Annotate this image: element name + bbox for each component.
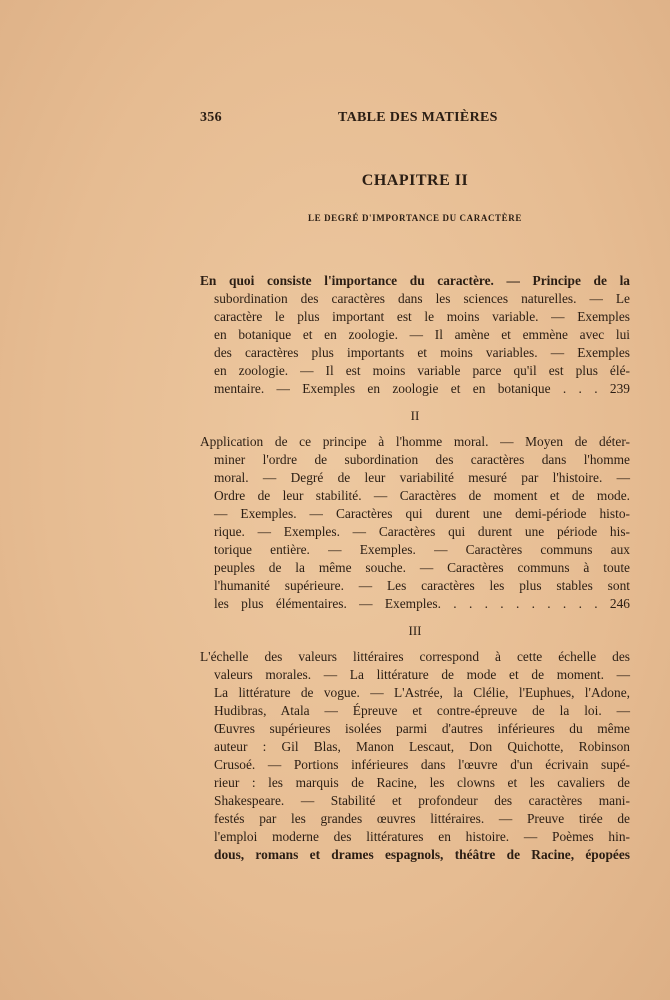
summary-line: rique. — Exemples. — Caractères qui durent une période his-	[214, 524, 630, 539]
section-number: II	[410, 408, 420, 423]
summary-line: Ordre de leur stabilité. — Caractères de moment et de mode.	[214, 488, 630, 503]
summary-line: caractère le plus important est le moins variable. — Exemples	[214, 309, 630, 324]
section-1	[200, 272, 630, 398]
section-2	[200, 408, 630, 613]
summary-line: l'emploi moderne des littératures en histoire. — Poèmes hin-	[214, 829, 630, 844]
summary-line: valeurs morales. — La littérature de mode et de moment. —	[214, 667, 630, 682]
running-head	[200, 110, 630, 130]
summary-line: en botanique et en zoologie. — Il amène et emmène avec lui	[214, 327, 630, 342]
summary-line: — Exemples. — Caractères qui durent une demi-période histo-	[214, 506, 630, 521]
table-of-contents-body	[200, 272, 630, 864]
summary-line: torique entière. — Exemples. — Caractères communs aux	[214, 542, 630, 557]
summary-line: Hudibras, Atala — Épreuve et contre-épreuve de la loi. —	[214, 703, 630, 718]
chapter-subtitle: LE DEGRÉ D'IMPORTANCE DU CARACTÈRE	[308, 213, 522, 223]
summary-line: En quoi consiste l'importance du caractère. — Principe de la	[200, 273, 630, 288]
summary-line: subordination des caractères dans les sciences naturelles. — Le	[214, 291, 630, 306]
page-number: 356	[200, 110, 222, 125]
summary-line: peuples de la même souche. — Caractères communs à toute	[214, 560, 630, 575]
summary-line: Crusoé. — Portions inférieures dans l'œuvre d'un écrivain supé-	[214, 757, 630, 772]
summary-line: les plus élémentaires. — Exemples. . . . . . . . . . . 246	[214, 596, 630, 611]
section-3-summary	[200, 648, 630, 864]
summary-line: des caractères plus importants et moins variables. — Exemples	[214, 345, 630, 360]
summary-line: miner l'ordre de subordination des caractères dans l'homme	[214, 452, 630, 467]
summary-line: Application de ce principe à l'homme moral. — Moyen de déter-	[200, 434, 630, 449]
summary-line: mentaire. — Exemples en zoologie et en botanique . . . 239	[214, 381, 630, 396]
section-2-summary	[200, 433, 630, 613]
summary-line: Œuvres supérieures isolées parmi d'autres inférieures du même	[214, 721, 630, 736]
summary-line: dous, romans et drames espagnols, théâtre de Racine, épopées	[214, 847, 630, 862]
summary-line: auteur : Gil Blas, Manon Lescaut, Don Quichotte, Robinson	[214, 739, 630, 754]
summary-line: L'échelle des valeurs littéraires correspond à cette échelle des	[200, 649, 630, 664]
summary-line: rieur : les marquis de Racine, les clowns et les cavaliers de	[214, 775, 630, 790]
summary-line: Shakespeare. — Stabilité et profondeur des caractères mani-	[214, 793, 630, 808]
summary-line: en zoologie. — Il est moins variable parce qu'il est plus élé-	[214, 363, 630, 378]
section-1-summary	[200, 272, 630, 398]
chapter-title: CHAPITRE II	[361, 172, 469, 189]
summary-line: festés par les grandes œuvres littéraires. — Preuve tirée de	[214, 811, 630, 826]
summary-line: moral. — Degré de leur variabilité mesuré par l'histoire. —	[214, 470, 630, 485]
running-title: TABLE DES MATIÈRES	[338, 110, 498, 125]
summary-line: La littérature de vogue. — L'Astrée, la Clélie, l'Euphues, l'Adone,	[214, 685, 630, 700]
summary-line: l'humanité supérieure. — Les caractères les plus stables sont	[214, 578, 630, 593]
section-number: III	[408, 623, 422, 638]
section-3	[200, 623, 630, 864]
